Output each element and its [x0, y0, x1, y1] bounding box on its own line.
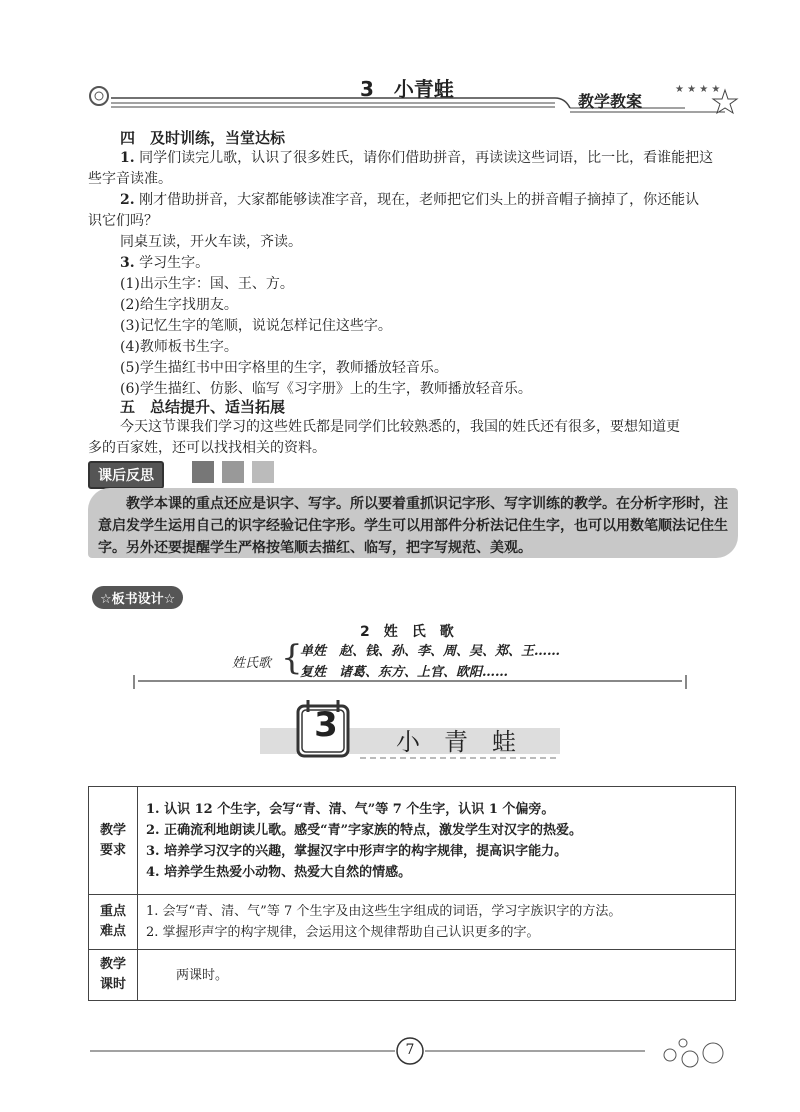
lesson-header-title: 3 小青蛙 [360, 77, 454, 101]
brace-icon: { [281, 638, 303, 678]
section-5-heading: 五 总结提升、适当拓展 [120, 398, 286, 416]
key-points-label: 重点 难点 [89, 895, 138, 950]
goal-item: 3. 培养学习汉字的兴趣，掌握汉字中形声字的构字规律，提高识字能力。 [146, 843, 568, 859]
class-time-content: 两课时。 [138, 950, 736, 1001]
step: (1)出示生字：国、王、方。 [120, 276, 294, 292]
step: (4)教师板书生字。 [120, 339, 238, 355]
objectives-table [88, 786, 736, 1001]
goal-item: 4. 培养学生热爱小动物、热爱大自然的情感。 [146, 864, 412, 880]
table-row [89, 787, 736, 895]
goals-content [138, 787, 736, 895]
goal-item: 1. 认识 12 个生字，会写“青、清、气”等 7 个生字，认识 1 个偏旁。 [146, 801, 555, 817]
key-point-item: 2. 掌握形声字的构字规律，会运用这个规律帮助自己认识更多的字。 [146, 925, 540, 940]
goal-item: 2. 正确流利地朗读儿歌。感受“青”字家族的特点，激发学生对汉字的热爱。 [146, 822, 583, 838]
table-row [89, 895, 736, 950]
section-4-body: 1. 同学们读完儿歌，认识了很多姓氏，请你们借助拼音，再读读这些词语，比一比，看谁能把这 些字音读准。 2. 刚才借助拼音，大家都能够读准字音，现在，老师把它们头上的拼音帽子摘掉了，你还能认 识它们吗？ 同桌互读，开火车读，齐读。 3. 学习生字。 (1)出示生字：国、王、方。 (2)给生字找朋友。 (3)记忆生字的笔顺，说说怎样记住这些字。 (4)教师板书生字。 (5)学生描红书中田字格里的生字，教师播放轻音乐。 (6)学生描红、仿影、临写《习字册》上的生字，教师播放轻音乐。 [88, 148, 738, 400]
table-row [89, 950, 736, 1001]
board-left-label: 姓氏歌 [232, 656, 272, 671]
lesson-title: 小 青 蛙 [396, 728, 516, 756]
section-5-body: 今天这节课我们学习的这些姓氏都是同学们比较熟悉的，我国的姓氏还有很多，要想知道更 多的百家姓，还可以找找相关的资料。 [88, 419, 680, 456]
svg-text:★ ★ ★ ★: ★ ★ ★ ★ [675, 84, 721, 95]
reflection-tag: 课后反思 [88, 461, 164, 489]
step: (3)记忆生字的笔顺，说说怎样记住这些字。 [120, 318, 392, 334]
decor-square [192, 461, 214, 483]
decor-square [222, 461, 244, 483]
decor-square [252, 461, 274, 483]
step: (6)学生描红、仿影、临写《习字册》上的生字，教师播放轻音乐。 [120, 381, 532, 397]
page-number: 7 [405, 1042, 415, 1058]
board-row-compound: 复姓 诸葛、东方、上官、欧阳…… [300, 665, 509, 680]
section-4-heading: 四 及时训练，当堂达标 [120, 129, 286, 147]
board-design-tag: ☆板书设计☆ [92, 586, 183, 609]
step: (5)学生描红书中田字格里的生字，教师播放轻音乐。 [120, 360, 448, 376]
lesson-number: 3 [314, 705, 338, 745]
goals-label: 教学 要求 [89, 787, 138, 895]
key-point-item: 1. 会写“青、清、气”等 7 个生字及由这些生字组成的词语，学习字族识字的方法。 [146, 904, 622, 919]
header-badge: 教学教案 [578, 92, 643, 111]
board-row-single: 单姓 赵、钱、孙、李、周、吴、郑、王…… [300, 644, 561, 659]
class-time-label: 教学 课时 [89, 950, 138, 1001]
key-points-content [138, 895, 736, 950]
board-underline [130, 675, 690, 691]
step: (2)给生字找朋友。 [120, 297, 238, 313]
reflection-text: 教学本课的重点还应是识字、写字。所以要着重抓识记字形、写字训练的教学。在分析字形时，注意启发学生运用自己的识字经验记住字形。学生可以用部件分析法记住生字，也可以用数笔顺法记住生字。另外还要提醒学生严格按笔顺去描红、临写，把字写规范、美观。 [98, 496, 728, 556]
board-title: 2 姓 氏 歌 [360, 624, 454, 640]
